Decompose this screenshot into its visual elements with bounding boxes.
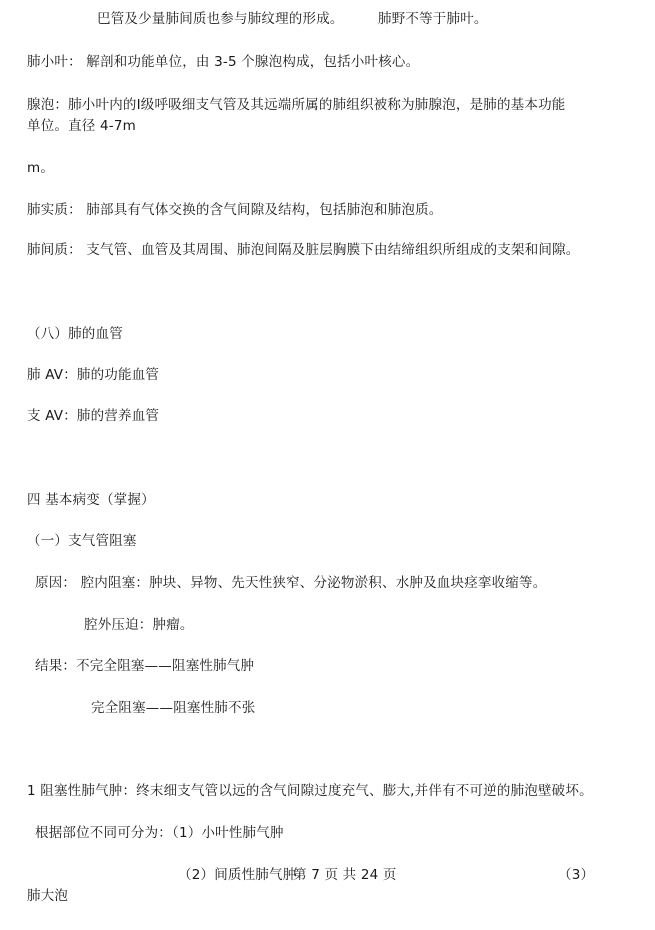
text-line: 支 AV：肺的营养血管	[27, 408, 160, 424]
subsection-heading: （一）支气管阻塞	[27, 533, 137, 549]
definition-lobule: 肺小叶： 解剖和功能单位，由 3-5 个腺泡构成，包括小叶核心。	[27, 54, 420, 70]
section-heading: （八）肺的血管	[27, 326, 123, 342]
text-line: 腔外压迫：肿瘤。	[84, 617, 194, 633]
text-line: 肺野不等于肺叶。	[378, 11, 488, 27]
page-number: 第 7 页 共 24 页	[293, 867, 397, 883]
text-line: 巴管及少量肺间质也参与肺纹理的形成。	[97, 11, 344, 27]
definition-interstitium: 肺间质： 支气管、血管及其周围、肺泡间隔及脏层胸膜下由结缔组织所组成的支架和间隙。	[27, 242, 580, 258]
definition-parenchyma: 肺实质： 肺部具有气体交换的含气间隙及结构，包括肺泡和肺泡质。	[27, 202, 443, 218]
definition-acinus-cont: m。	[27, 160, 55, 176]
text-line: （2）间质性肺气肿	[178, 867, 297, 883]
text-line: 结果：不完全阻塞——阻塞性肺气肿	[35, 658, 255, 674]
text-line: （3）	[558, 867, 595, 883]
text-line: 肺 AV：肺的功能血管	[27, 367, 160, 383]
text-line: 根据部位不同可分为：（1）小叶性肺气肿	[35, 825, 284, 841]
text-line: 肺大泡	[27, 888, 69, 904]
definition-acinus: 腺泡：肺小叶内的Ⅰ级呼吸细支气管及其远端所属的肺组织被称为肺腺泡，是肺的基本功能	[27, 97, 566, 113]
definition-acinus-cont: 单位。直径 4-7m	[27, 118, 136, 134]
section-heading: 四 基本病变（掌握）	[27, 492, 155, 508]
text-line: 原因： 腔内阻塞：肿块、异物、先天性狭窄、分泌物淤积、水肿及血块痉挛收缩等。	[35, 575, 547, 591]
definition-emphysema: 1 阻塞性肺气肿：终末细支气管以远的含气间隙过度充气、膨大,并伴有不可逆的肺泡壁破坏。	[27, 783, 593, 799]
text-line: 完全阻塞——阻塞性肺不张	[91, 700, 256, 716]
